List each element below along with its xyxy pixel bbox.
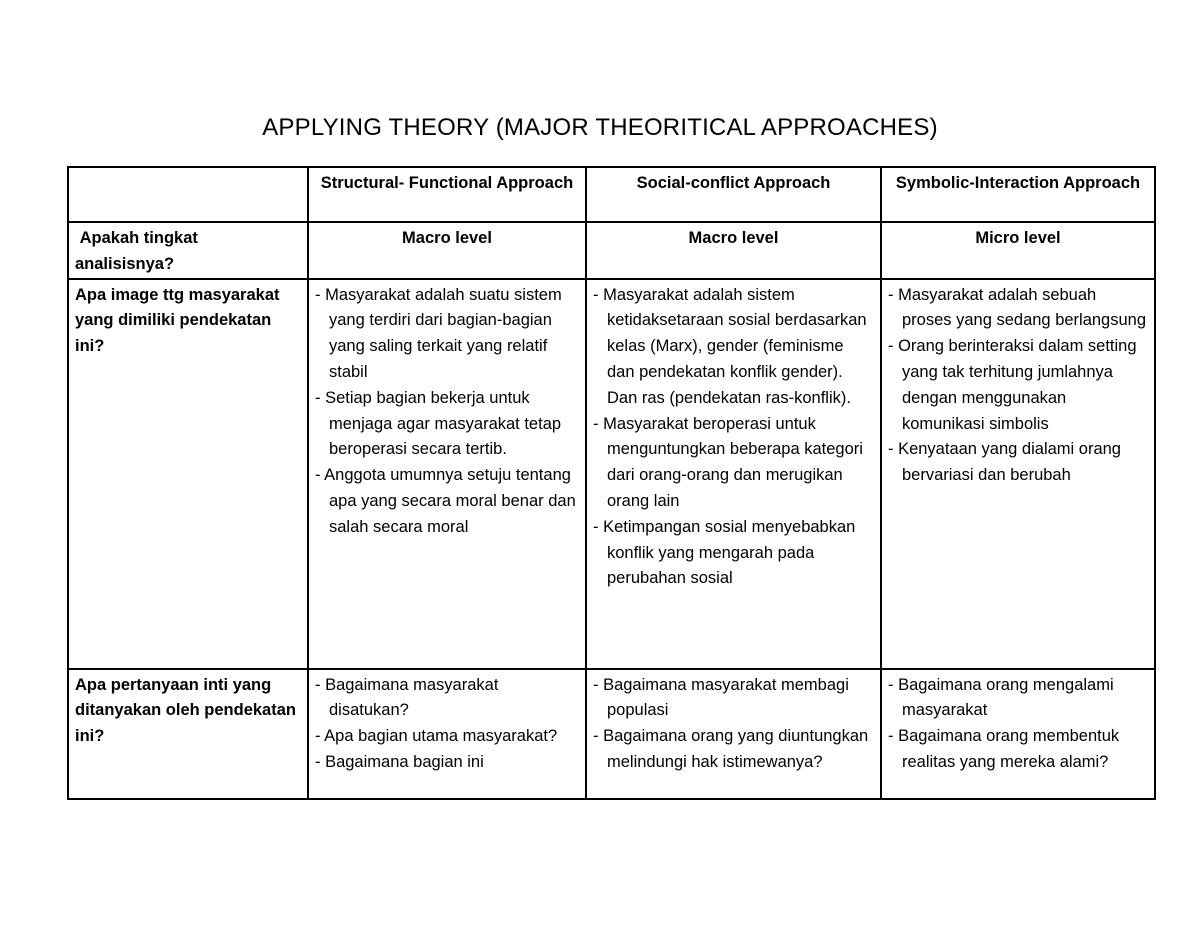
list-item: - Orang berinteraksi dalam setting yang tak terhitung jumlahnya dengan menggunakan komunikasi simbolis (888, 337, 1137, 433)
list-item: - Bagaimana masyarakat disatukan? (315, 675, 499, 720)
table-row (68, 222, 1155, 279)
list-item: - Masyarakat adalah sistem ketidaksetaraan sosial berdasarkan kelas (Marx), gender (feminisme dan pendekatan konflik gender). Dan ras (pendekatan ras-konflik). (593, 285, 867, 407)
list-item: - Bagaimana orang yang diuntungkan melindungi hak istimewanya? (593, 727, 869, 771)
row-label: Apa pertanyaan inti yang ditanyakan oleh pendekatan ini? (68, 669, 308, 799)
row-label: Apa image ttg masyarakat yang dimiliki pendekatan ini? (68, 279, 308, 669)
corner-cell (68, 167, 308, 222)
list-item: - Masyarakat adalah sebuah proses yang sedang berlangsung (888, 285, 1147, 330)
list-item: - Anggota umumnya setuju tentang apa yang secara moral benar dan salah secara moral (315, 466, 576, 536)
table-row (68, 279, 1155, 669)
table-row (68, 669, 1155, 799)
bullet-list (593, 673, 874, 776)
table-cell (308, 669, 586, 799)
header-symbolic-interaction: Symbolic-Interaction Approach (881, 167, 1155, 222)
bullet-list (593, 283, 874, 593)
table-cell (881, 279, 1155, 669)
list-item: - Kenyataan yang dialami orang bervariasi dan berubah (888, 440, 1121, 485)
header-structural-functional: Structural- Functional Approach (308, 167, 586, 222)
page-title: APPLYING THEORY (MAJOR THEORITICAL APPROACHES) (262, 114, 938, 141)
list-item: - Bagaimana orang membentuk realitas yang mereka alami? (888, 727, 1120, 771)
bullet-list (315, 673, 579, 776)
list-item: - Ketimpangan sosial menyebabkan konflik yang mengarah pada perubahan sosial (593, 517, 856, 588)
level-cell: Macro level (586, 222, 881, 279)
row-label: Apakah tingkat analisisnya? (68, 222, 308, 279)
list-item: - Masyarakat adalah suatu sistem yang terdiri dari bagian-bagian yang saling terkait yang relatif stabil (315, 285, 562, 381)
table-cell (308, 279, 586, 669)
table-cell (586, 669, 881, 799)
header-row (68, 167, 1155, 222)
list-item: - Bagaimana masyarakat membagi populasi (593, 675, 849, 720)
list-item: - Masyarakat beroperasi untuk menguntungkan beberapa kategori dari orang-orang dan merugikan orang lain (593, 414, 863, 510)
list-item: - Bagaimana bagian ini (315, 752, 484, 771)
level-cell: Micro level (881, 222, 1155, 279)
list-item: - Bagaimana orang mengalami masyarakat (888, 675, 1114, 720)
level-cell: Macro level (308, 222, 586, 279)
bullet-list (315, 283, 579, 541)
table-cell (586, 279, 881, 669)
theory-table (67, 166, 1156, 800)
header-social-conflict: Social-conflict Approach (586, 167, 881, 222)
bullet-list (888, 673, 1148, 776)
list-item: - Apa bagian utama masyarakat? (315, 727, 558, 746)
bullet-list (888, 283, 1148, 489)
list-item: - Setiap bagian bekerja untuk menjaga agar masyarakat tetap beroperasi secara tertib. (315, 388, 562, 459)
table-cell (881, 669, 1155, 799)
